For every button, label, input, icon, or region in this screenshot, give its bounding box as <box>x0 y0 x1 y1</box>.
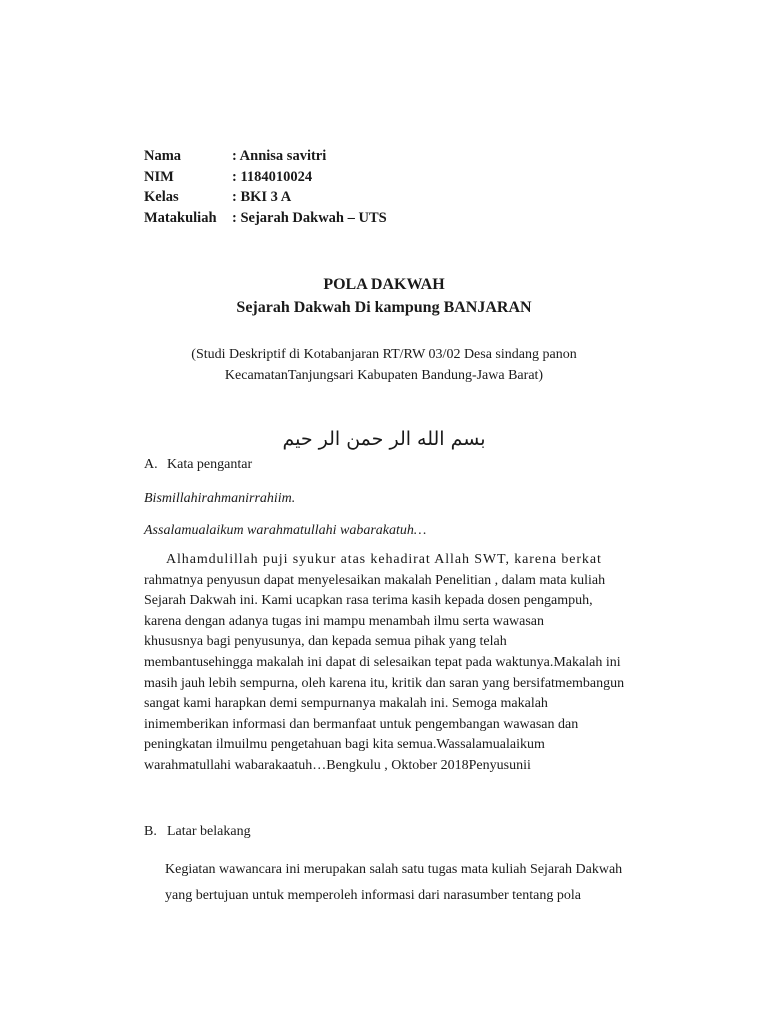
document-title: POLA DAKWAH <box>323 276 445 293</box>
paragraph-line: rahmatnya penyusun dapat menyelesaikan makalah Penelitian , dalam mata kuliah <box>144 572 606 588</box>
section-title: Latar belakang <box>167 824 251 839</box>
paragraph-line: sangat kami harapkan demi sempurnanya makalah ini. Semoga makalah <box>144 696 548 712</box>
identity-label: NIM <box>144 168 174 185</box>
identity-row-nim <box>144 167 387 188</box>
section-a-paragraph <box>144 550 674 777</box>
identity-value: : Sejarah Dakwah – UTS <box>232 209 387 226</box>
paragraph-line: Alhamdulillah puji syukur atas kehadirat Allah SWT, karena berkat <box>166 552 602 567</box>
section-a-heading <box>144 455 252 475</box>
basmalah-arabic: بسم الله الر حمن الر حيم <box>282 428 486 450</box>
paragraph-line: peningkatan ilmuilmu pengetahuan bagi kita semua.Wassalamualaikum <box>144 737 545 753</box>
study-description-line: KecamatanTanjungsari Kabupaten Bandung-Jawa Barat) <box>224 368 544 383</box>
section-letter: B. <box>144 824 157 839</box>
paragraph-line: yang bertujuan untuk memperoleh informasi dari narasumber tentang pola <box>165 888 581 903</box>
opening-salam: Assalamualaikum warahmatullahi wabarakatuh… <box>144 523 427 538</box>
identity-row-kelas <box>144 187 387 208</box>
paragraph-line: warahmatullahi wabarakaatuh…Bengkulu , Oktober 2018Penyusunii <box>144 757 531 773</box>
paragraph-line: khususnya bagi penyusunya, dan kepada semua pihak yang telah <box>144 634 507 650</box>
identity-label: Kelas <box>144 189 179 205</box>
identity-table <box>144 146 387 228</box>
identity-value: : Annisa savitri <box>232 148 327 164</box>
identity-row-matakuliah <box>144 208 387 229</box>
opening-bismillah: Bismillahirahmanirrahiim. <box>144 491 296 506</box>
section-b-paragraph <box>165 857 685 909</box>
identity-value: : 1184010024 <box>232 168 313 185</box>
document-title-subline: Sejarah Dakwah Di kampung BANJARAN <box>236 299 532 316</box>
identity-row-nama <box>144 146 387 167</box>
paragraph-line: membantusehingga makalah ini dapat di selesaikan tepat pada waktunya.Makalah ini <box>144 654 621 670</box>
paragraph-line: Sejarah Dakwah ini. Kami ucapkan rasa terima kasih kepada dosen pengampuh, <box>144 593 593 609</box>
identity-label: Nama <box>144 148 182 164</box>
paragraph-line: Kegiatan wawancara ini merupakan salah satu tugas mata kuliah Sejarah Dakwah <box>165 862 623 877</box>
section-b-heading <box>144 822 251 842</box>
paragraph-line: inimemberikan informasi dan bermanfaat untuk pengembangan wawasan dan <box>144 716 579 732</box>
identity-value: : BKI 3 A <box>232 189 292 205</box>
paragraph-line: karena dengan adanya tugas ini mampu menambah ilmu serta wawasan <box>144 613 545 629</box>
paragraph-line: masih jauh lebih sempurna, oleh karena itu, kritik dan saran yang bersifatmembangun <box>144 675 625 691</box>
study-description-line: (Studi Deskriptif di Kotabanjaran RT/RW 03/02 Desa sindang panon <box>191 347 577 362</box>
identity-label: Matakuliah <box>144 209 217 226</box>
section-letter: A. <box>144 457 158 472</box>
section-title: Kata pengantar <box>167 457 253 472</box>
